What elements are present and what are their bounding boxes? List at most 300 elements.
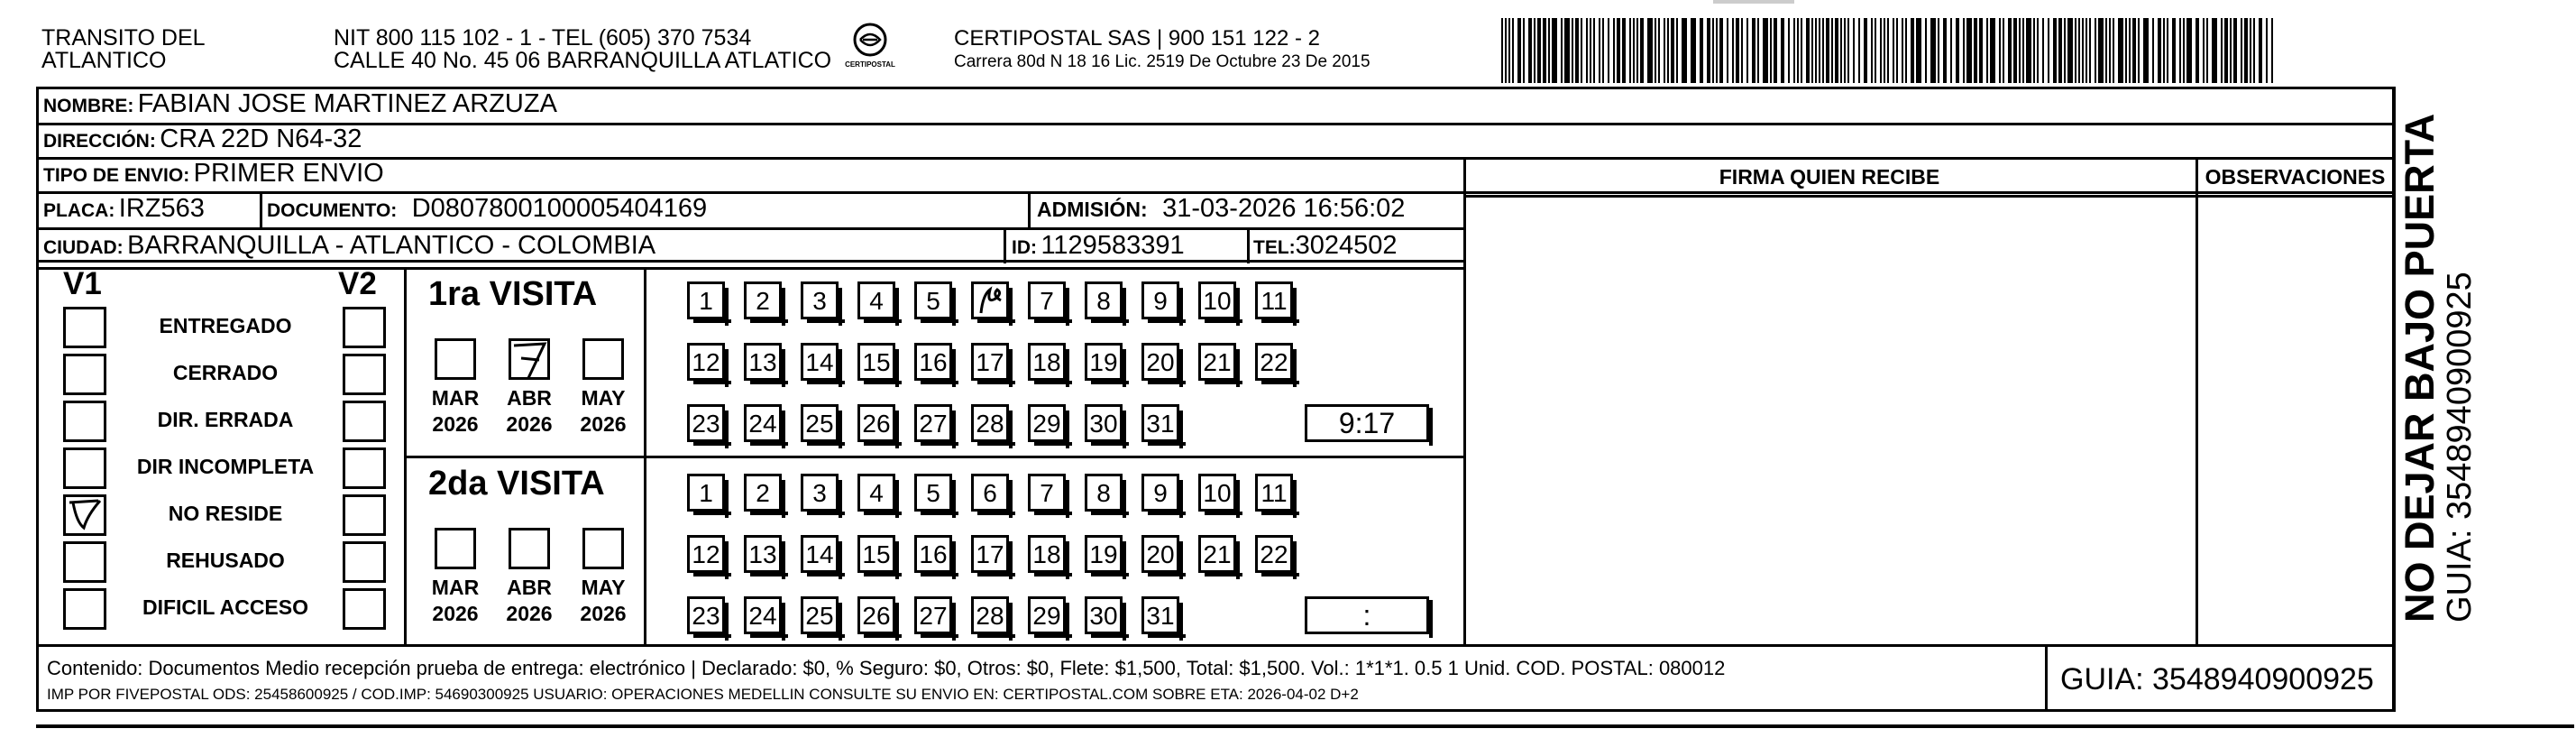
row-divider: [36, 267, 1465, 270]
v2-checkbox[interactable]: [343, 307, 386, 348]
barcode-bar: [1793, 18, 1795, 83]
barcode-bar: [2186, 18, 2192, 83]
tel-field: TEL:3024502: [1253, 231, 1398, 260]
no-dejar-warning: NO DEJAR BAJO PUERTA: [2397, 113, 2443, 623]
day-box[interactable]: 25: [801, 596, 839, 634]
barcode-bar: [1664, 18, 1665, 83]
tipo-envio-field: TIPO DE ENVIO: PRIMER ENVIO: [43, 159, 384, 188]
day-box[interactable]: 18: [1028, 535, 1066, 573]
day-box[interactable]: 5: [914, 474, 952, 512]
barcode-bar: [2129, 18, 2131, 83]
status-option-label: DIR INCOMPLETA: [136, 455, 315, 478]
barcode-bar: [1572, 18, 1573, 83]
barcode-bar: [1986, 18, 1988, 83]
barcode-bar: [1880, 18, 1882, 83]
day-box[interactable]: 17: [971, 535, 1009, 573]
barcode-bar: [1806, 18, 1810, 83]
v2-heading: V2: [338, 266, 377, 301]
barcode-bar: [1811, 18, 1813, 83]
barcode-bar: [2022, 18, 2024, 83]
status-option-label: REHUSADO: [166, 549, 285, 572]
barcode-bar: [1534, 18, 1536, 83]
status-option-label: NO RESIDE: [168, 502, 283, 525]
barcode-bar: [1537, 18, 1541, 83]
barcode-bar: [2271, 18, 2273, 83]
direccion-value: CRA 22D N64-32: [160, 125, 362, 153]
barcode-bar: [1716, 18, 1718, 83]
carrier-info: CERTIPOSTAL SAS | 900 151 122 - 2 Carrera 80d N 18 16 Lic. 2519 De Octubre 23 De 2015: [954, 26, 1371, 71]
col-divider: [1004, 227, 1006, 263]
documento-field: DOCUMENTO: D0807800100005404169: [267, 194, 708, 223]
barcode-bar: [1930, 18, 1936, 83]
v2-checkbox[interactable]: [343, 541, 386, 583]
barcode-bar: [1943, 18, 1947, 83]
month-label: MAR 2026: [431, 576, 480, 625]
status-option-label: CERRADO: [172, 361, 279, 384]
day-box[interactable]: 9: [1141, 281, 1179, 319]
day-box[interactable]: 29: [1028, 404, 1066, 442]
day-box[interactable]: 7: [1028, 281, 1066, 319]
col-divider: [260, 191, 262, 227]
barcode-bar: [1979, 18, 1983, 83]
barcode-bar: [2132, 18, 2136, 83]
barcode-bar: [1543, 18, 1546, 83]
barcode-bar: [1763, 18, 1768, 83]
barcode-bar: [2230, 18, 2232, 83]
day-box[interactable]: 22: [1255, 343, 1293, 381]
month-checkbox[interactable]: [435, 528, 476, 569]
barcode-bar: [1682, 18, 1687, 83]
row-divider: [36, 157, 2396, 160]
barcode-bar: [2250, 18, 2251, 83]
day-box[interactable]: 3: [801, 474, 839, 512]
barcode-bar: [1586, 18, 1588, 83]
v2-checkbox[interactable]: [343, 354, 386, 395]
footer-guia: GUIA: 3548940900925: [2060, 662, 2374, 696]
barcode-bar: [1741, 18, 1743, 83]
barcode-bar: [1974, 18, 1977, 83]
day-box[interactable]: 28: [971, 596, 1009, 634]
barcode-bar: [1746, 18, 1748, 83]
v1-checkbox[interactable]: [63, 541, 106, 583]
row-divider: [36, 123, 2396, 125]
page-bottom-rule: [36, 724, 2574, 728]
id-value: 1129583391: [1040, 231, 1185, 260]
month-checkbox[interactable]: [509, 528, 550, 569]
visit2-title: 2da VISITA: [428, 465, 605, 503]
barcode-bar: [1844, 18, 1846, 83]
barcode-bar: [2196, 18, 2199, 83]
barcode-bar: [1875, 18, 1876, 83]
day-box[interactable]: 21: [1198, 535, 1236, 573]
month-checkbox[interactable]: [582, 528, 624, 569]
barcode-bar: [1788, 18, 1790, 83]
id-field: ID: 1129583391: [1012, 231, 1185, 260]
barcode-bar: [2075, 18, 2076, 83]
day-box[interactable]: 26: [857, 404, 895, 442]
status-option-label: DIFICIL ACCESO: [142, 595, 308, 619]
barcode-bar: [1528, 18, 1532, 83]
day-box[interactable]: 2: [744, 281, 782, 319]
barcode-bar: [2105, 18, 2107, 83]
barcode-bar: [1622, 18, 1626, 83]
barcode-bar: [2042, 18, 2044, 83]
barcode-bar: [1608, 18, 1609, 83]
footer-content-line: Contenido: Documentos Medio recepción prueba de entrega: electrónico | Declarado: $0, % Seguro: $0, Otros: $0, Flete: $1,500, Total: $1,500. Vol.: 1*1*1. 0.5 1 Unid. COD. POSTAL: 080012: [47, 657, 1726, 679]
barcode-bar: [1667, 18, 1669, 83]
day-box[interactable]: 31: [1141, 404, 1179, 442]
barcode-bar: [2125, 18, 2127, 83]
barcode-bar: [1831, 18, 1833, 83]
barcode-bar: [1835, 18, 1838, 83]
barcode-bar: [1552, 18, 1557, 83]
barcode-bar: [1647, 18, 1653, 83]
barcode-bar: [1712, 18, 1714, 83]
tel-value: 3024502: [1295, 231, 1398, 260]
barcode-bar: [2109, 18, 2111, 83]
day-box[interactable]: 31: [1141, 596, 1179, 634]
barcode-bar: [2098, 18, 2104, 83]
day-box[interactable]: 20: [1141, 343, 1179, 381]
sender-name: TRANSITO DEL ATLANTICO: [41, 25, 206, 73]
barcode-bar: [1815, 18, 1817, 83]
day-box[interactable]: 6: [971, 474, 1009, 512]
barcode-bar: [2048, 18, 2049, 83]
day-box[interactable]: 21: [1198, 343, 1236, 381]
day-box[interactable]: 2: [744, 474, 782, 512]
v2-checkbox[interactable]: [343, 447, 386, 489]
barcode-bar: [1956, 18, 1959, 83]
sender-contact: NIT 800 115 102 - 1 - TEL (605) 370 7534 CALLE 40 No. 45 06 BARRANQUILLA ATLATICO: [334, 25, 832, 73]
barcode-bar: [2095, 18, 2096, 83]
svg-text:CERTIPOSTAL: CERTIPOSTAL: [845, 60, 895, 69]
barcode-bar: [1781, 18, 1784, 83]
barcode-bar: [1963, 18, 1965, 83]
v1-heading: V1: [63, 266, 102, 301]
barcode-bar: [2259, 18, 2262, 83]
col-divider: [1028, 191, 1031, 227]
barcode-bar: [2212, 18, 2217, 83]
day-box[interactable]: 17: [971, 343, 1009, 381]
barcode-bar: [1581, 18, 1582, 83]
month-label: ABR 2026: [506, 576, 553, 625]
day-box[interactable]: 3: [801, 281, 839, 319]
day-box[interactable]: 14: [801, 535, 839, 573]
barcode-bar: [1640, 18, 1644, 83]
barcode-bar: [2058, 18, 2062, 83]
col-divider: [1247, 227, 1250, 263]
month-label: ABR 2026: [506, 386, 553, 436]
barcode-bar: [2118, 18, 2123, 83]
barcode-bar: [2067, 18, 2073, 83]
barcode-bar: [2244, 18, 2248, 83]
barcode-bar: [1707, 18, 1710, 83]
nombre-field: NOMBRE: FABIAN JOSE MARTINEZ ARZUZA: [43, 89, 557, 118]
day-box[interactable]: [971, 281, 1009, 319]
barcode-bar: [1658, 18, 1660, 83]
day-box[interactable]: 8: [1085, 474, 1123, 512]
barcode-bar: [1858, 18, 1860, 83]
day-box[interactable]: 19: [1085, 535, 1123, 573]
row-divider: [404, 456, 1463, 458]
month-label: MAR 2026: [431, 386, 480, 436]
barcode-bar: [1676, 18, 1678, 83]
barcode-bar: [2026, 18, 2031, 83]
barcode-bar: [2003, 18, 2004, 83]
ciudad-field: CIUDAD: BARRANQUILLA - ATLANTICO - COLOMBIA: [43, 231, 656, 260]
barcode-bar: [1564, 18, 1570, 83]
barcode-bar: [1548, 18, 1550, 83]
v1-checkbox[interactable]: [63, 447, 106, 489]
placa-value: IRZ563: [118, 194, 205, 223]
day-box[interactable]: 27: [914, 596, 952, 634]
visit1-title: 1ra VISITA: [428, 275, 598, 313]
barcode-bar: [1819, 18, 1820, 83]
admision-field: ADMISIÓN: 31-03-2026 16:56:02: [1037, 194, 1406, 223]
barcode-bar: [2233, 18, 2237, 83]
day-box[interactable]: 5: [914, 281, 952, 319]
day-box[interactable]: 16: [914, 343, 952, 381]
barcode-bar: [1916, 18, 1921, 83]
day-box[interactable]: 20: [1141, 535, 1179, 573]
v1-checkbox[interactable]: [63, 494, 106, 536]
barcode-bar: [1732, 18, 1734, 83]
day-box[interactable]: 30: [1085, 404, 1123, 442]
barcode-bar: [1505, 18, 1507, 83]
barcode-bar: [2008, 18, 2012, 83]
barcode-bar: [2078, 18, 2080, 83]
barcode-bar: [1617, 18, 1620, 83]
barcode-bar: [1905, 18, 1907, 83]
day-box[interactable]: 10: [1198, 474, 1236, 512]
barcode-bar: [1736, 18, 1739, 83]
barcode-bar: [1770, 18, 1772, 83]
footer-imp-line: IMP POR FIVEPOSTAL ODS: 25458600925 / COD.IMP: 54690300925 USUARIO: OPERACIONES MEDELLIN CONSULTE SU ENVIO EN: CERTIPOSTAL.COM SOBRE ETA: 2026-04-02 D+2: [47, 686, 1359, 703]
barcode-bar: [2089, 18, 2091, 83]
day-box[interactable]: 15: [857, 535, 895, 573]
barcode-bar: [2167, 18, 2168, 83]
col-divider: [2196, 157, 2198, 644]
barcode-bar: [1902, 18, 1903, 83]
side-text: [2398, 81, 2478, 623]
row-divider: [1463, 195, 2392, 198]
day-box[interactable]: 26: [857, 596, 895, 634]
v2-checkbox[interactable]: [343, 401, 386, 442]
day-box[interactable]: 9: [1141, 474, 1179, 512]
barcode-bar: [1864, 18, 1867, 83]
v1-checkbox[interactable]: [63, 401, 106, 442]
month-checkbox[interactable]: [582, 338, 624, 380]
day-box[interactable]: 18: [1028, 343, 1066, 381]
day-box[interactable]: 24: [744, 404, 782, 442]
barcode-bar: [1999, 18, 2001, 83]
barcode-bar: [1757, 18, 1759, 83]
v2-checkbox[interactable]: [343, 588, 386, 630]
day-box[interactable]: 11: [1255, 474, 1293, 512]
barcode-bar: [2113, 18, 2114, 83]
barcode-bar: [1523, 18, 1525, 83]
day-box[interactable]: 29: [1028, 596, 1066, 634]
day-box[interactable]: 12: [687, 535, 725, 573]
barcode-bar: [1629, 18, 1631, 83]
barcode-bar: [1853, 18, 1855, 83]
month-label: MAY 2026: [580, 576, 627, 625]
barcode-bar: [2266, 18, 2268, 83]
barcode-bar: [1990, 18, 1995, 83]
side-guia: GUIA: 3548940900925: [2441, 272, 2479, 623]
nombre-value: FABIAN JOSE MARTINEZ ARZUZA: [137, 89, 557, 118]
barcode-bar: [1575, 18, 1579, 83]
barcode-bar: [2172, 18, 2176, 83]
barcode-bar: [2224, 18, 2228, 83]
barcode-bar: [2138, 18, 2140, 83]
barcode-bar: [2064, 18, 2066, 83]
barcode-bar: [2183, 18, 2185, 83]
barcode-bar: [1508, 18, 1510, 83]
barcode-bar: [2221, 18, 2223, 83]
day-box[interactable]: 19: [1085, 343, 1123, 381]
barcode-bar: [2086, 18, 2087, 83]
barcode-bar: [1727, 18, 1728, 83]
barcode-bar: [1719, 18, 1723, 83]
v1-checkbox[interactable]: [63, 588, 106, 630]
barcode-bar: [2203, 18, 2205, 83]
barcode-bar: [1871, 18, 1873, 83]
day-box[interactable]: 28: [971, 404, 1009, 442]
barcode: [1501, 18, 2277, 83]
status-option-label: ENTREGADO: [159, 314, 292, 337]
time-box-shadow: [1429, 408, 1433, 446]
barcode-bar: [1633, 18, 1635, 83]
barcode-bar: [2241, 18, 2242, 83]
day-box[interactable]: 13: [744, 535, 782, 573]
day-box[interactable]: 23: [687, 404, 725, 442]
barcode-bar: [1950, 18, 1952, 83]
barcode-bar: [1966, 18, 1972, 83]
day-box[interactable]: 11: [1255, 281, 1293, 319]
day-box[interactable]: 7: [1028, 474, 1066, 512]
barcode-bar: [1847, 18, 1849, 83]
barcode-bar: [2143, 18, 2149, 83]
certipostal-logo: [843, 20, 897, 74]
day-box[interactable]: 4: [857, 474, 895, 512]
tipo-envio-value: PRIMER ENVIO: [193, 159, 384, 188]
day-box[interactable]: 4: [857, 281, 895, 319]
firma-label: FIRMA QUIEN RECIBE: [1719, 165, 1940, 189]
barcode-bar: [1655, 18, 1656, 83]
barcode-bar: [1602, 18, 1604, 83]
barcode-bar: [2037, 18, 2039, 83]
barcode-bar: [1840, 18, 1842, 83]
v2-checkbox[interactable]: [343, 494, 386, 536]
barcode-bar: [2158, 18, 2161, 83]
col-divider: [2045, 644, 2048, 712]
col-divider: [2392, 87, 2395, 712]
barcode-bar: [1925, 18, 1927, 83]
barcode-bar: [1590, 18, 1591, 83]
month-checkbox[interactable]: [509, 338, 550, 380]
day-box[interactable]: 10: [1198, 281, 1236, 319]
month-checkbox[interactable]: [435, 338, 476, 380]
barcode-bar: [2033, 18, 2035, 83]
barcode-bar: [1636, 18, 1638, 83]
time-box[interactable]: 9:17: [1305, 404, 1429, 442]
barcode-bar: [2082, 18, 2084, 83]
barcode-bar: [1561, 18, 1563, 83]
barcode-bar: [1896, 18, 1898, 83]
barcode-bar: [1884, 18, 1885, 83]
barcode-bar: [1512, 18, 1514, 83]
status-option-label: DIR. ERRADA: [157, 408, 294, 431]
barcode-bar: [2152, 18, 2154, 83]
day-box[interactable]: 1: [687, 281, 725, 319]
ciudad-value: BARRANQUILLA - ATLANTICO - COLOMBIA: [127, 231, 656, 260]
barcode-bar: [1887, 18, 1889, 83]
barcode-bar: [1593, 18, 1595, 83]
barcode-bar: [1826, 18, 1829, 83]
barcode-bar: [1938, 18, 1939, 83]
barcode-bar: [1599, 18, 1600, 83]
observaciones-label: OBSERVACIONES: [2205, 165, 2386, 189]
day-box[interactable]: 16: [914, 535, 952, 573]
time-box[interactable]: :: [1305, 596, 1429, 634]
placa-field: PLACA: IRZ563: [43, 194, 205, 223]
barcode-bar: [2179, 18, 2181, 83]
barcode-bar: [1671, 18, 1674, 83]
day-box[interactable]: 12: [687, 343, 725, 381]
v1-checkbox[interactable]: [63, 354, 106, 395]
day-box[interactable]: 13: [744, 343, 782, 381]
row-divider: [36, 227, 1465, 230]
barcode-bar: [1822, 18, 1824, 83]
barcode-bar: [1501, 18, 1503, 83]
row-divider: [36, 644, 2396, 647]
day-box[interactable]: 30: [1085, 596, 1123, 634]
barcode-bar: [1517, 18, 1521, 83]
day-box[interactable]: 8: [1085, 281, 1123, 319]
day-box[interactable]: 24: [744, 596, 782, 634]
admision-value: 31-03-2026 16:56:02: [1162, 194, 1406, 223]
barcode-bar: [2013, 18, 2017, 83]
barcode-bar: [2253, 18, 2255, 83]
barcode-bar: [2163, 18, 2165, 83]
documento-value: D0807800100005404169: [411, 194, 708, 223]
direccion-field: DIRECCIÓN: CRA 22D N64-32: [43, 125, 362, 153]
barcode-bar: [1911, 18, 1914, 83]
barcode-bar: [2206, 18, 2208, 83]
edge-mark: [1740, 0, 1794, 4]
v1-checkbox[interactable]: [63, 307, 106, 348]
barcode-bar: [1613, 18, 1615, 83]
day-box[interactable]: 14: [801, 343, 839, 381]
barcode-bar: [1893, 18, 1894, 83]
barcode-bar: [2053, 18, 2057, 83]
day-box[interactable]: 22: [1255, 535, 1293, 573]
barcode-bar: [1797, 18, 1799, 83]
day-box[interactable]: 15: [857, 343, 895, 381]
barcode-bar: [1774, 18, 1777, 83]
time-box-shadow: [1429, 600, 1433, 638]
barcode-bar: [1691, 18, 1696, 83]
barcode-bar: [1801, 18, 1802, 83]
day-box[interactable]: 23: [687, 596, 725, 634]
col-divider: [1463, 157, 1466, 644]
day-box[interactable]: 25: [801, 404, 839, 442]
day-box[interactable]: 27: [914, 404, 952, 442]
month-label: MAY 2026: [580, 386, 627, 436]
day-box[interactable]: 1: [687, 474, 725, 512]
barcode-bar: [2019, 18, 2021, 83]
